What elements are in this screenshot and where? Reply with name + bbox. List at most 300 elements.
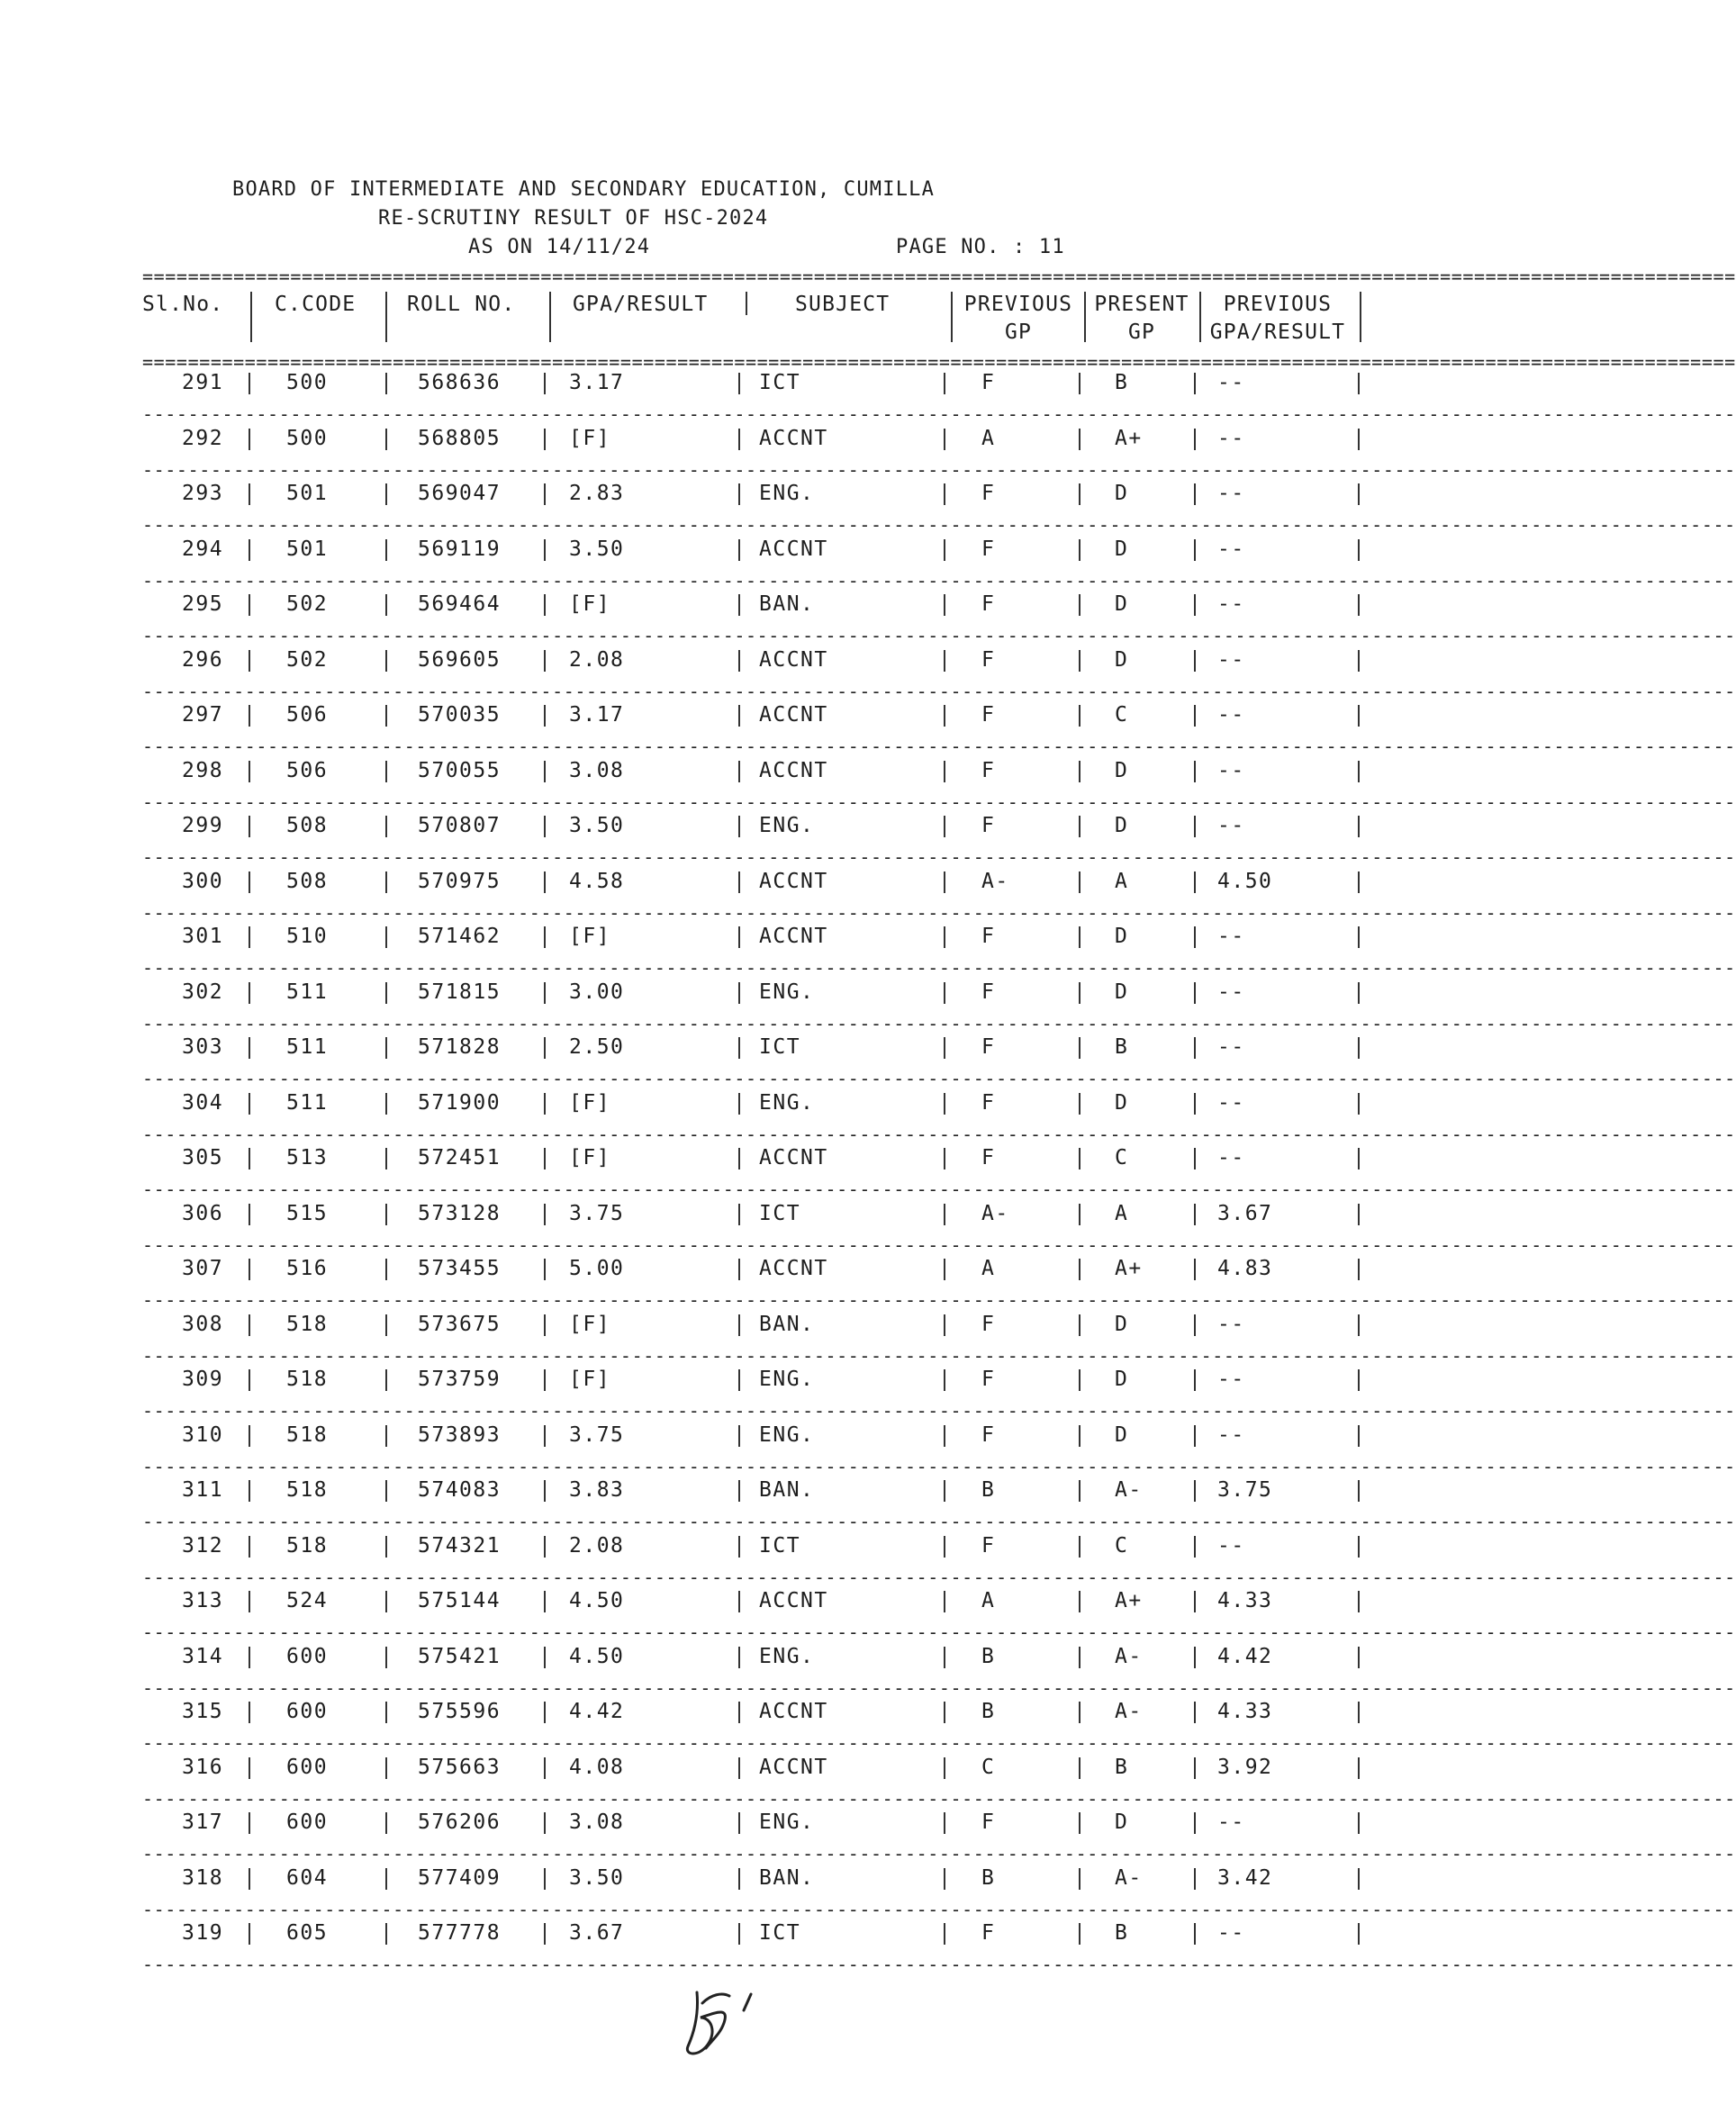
row-column-divider xyxy=(1079,1702,1080,1723)
row-column-divider xyxy=(1358,1923,1360,1945)
row-column-divider xyxy=(738,650,740,672)
cell-present-gp: C xyxy=(1115,1534,1129,1558)
row-column-divider xyxy=(1358,1093,1360,1115)
row-column-divider xyxy=(249,429,250,450)
row-column-divider xyxy=(385,1148,387,1169)
row-column-divider xyxy=(249,1591,250,1612)
row-column-divider xyxy=(544,1536,546,1558)
column-header-roll: ROLL NO. xyxy=(407,293,516,316)
row-column-divider xyxy=(1358,650,1360,672)
cell-previous-result: -- xyxy=(1217,1921,1245,1945)
row-column-divider xyxy=(1358,483,1360,505)
cell-roll: 570807 xyxy=(418,814,502,837)
cell-present-gp: D xyxy=(1115,1091,1129,1115)
cell-sl: 316 xyxy=(182,1756,224,1779)
row-column-divider xyxy=(249,1812,250,1834)
row-column-divider xyxy=(1194,1314,1196,1336)
cell-roll: 570975 xyxy=(418,870,502,893)
row-column-divider xyxy=(1079,1093,1080,1115)
row-column-divider xyxy=(1358,871,1360,893)
cell-gpa: 3.67 xyxy=(569,1921,625,1945)
cell-ccode: 511 xyxy=(286,1091,329,1115)
row-column-divider xyxy=(1079,429,1080,450)
cell-previous-result: -- xyxy=(1217,703,1245,727)
cell-gpa: 3.83 xyxy=(569,1478,625,1502)
row-column-divider xyxy=(544,1702,546,1723)
cell-previous-gp: A- xyxy=(981,1202,1009,1225)
cell-subject: ICT xyxy=(759,1921,801,1945)
row-column-divider xyxy=(1358,429,1360,450)
cell-subject: ENG. xyxy=(759,1091,815,1115)
row-separator: -------------------------------------------------------------------------------------------------------------------------------------------- xyxy=(142,1954,1736,1975)
column-header-previous-gp-sub: GP xyxy=(1004,321,1033,344)
row-column-divider xyxy=(1079,650,1080,672)
cell-previous-result: 4.83 xyxy=(1217,1257,1273,1280)
row-column-divider xyxy=(249,1425,250,1447)
row-column-divider xyxy=(1358,816,1360,837)
cell-sl: 311 xyxy=(182,1478,224,1502)
cell-present-gp: B xyxy=(1115,1921,1129,1945)
row-column-divider xyxy=(1194,1757,1196,1779)
row-column-divider xyxy=(1194,429,1196,450)
cell-previous-gp: F xyxy=(981,759,996,782)
row-column-divider xyxy=(544,1037,546,1059)
row-column-divider xyxy=(738,1868,740,1890)
row-column-divider xyxy=(1358,1148,1360,1169)
cell-previous-gp: B xyxy=(981,1478,996,1502)
cell-present-gp: D xyxy=(1115,925,1129,948)
cell-sl: 300 xyxy=(182,870,224,893)
cell-previous-gp: F xyxy=(981,1368,996,1391)
cell-gpa: [F] xyxy=(569,592,611,616)
column-header-present-gp-sub: GP xyxy=(1127,321,1156,344)
row-column-divider xyxy=(544,1812,546,1834)
cell-previous-gp: A xyxy=(981,1257,996,1280)
row-separator: -------------------------------------------------------------------------------------------------------------------------------------------- xyxy=(142,1345,1736,1367)
row-column-divider xyxy=(544,1923,546,1945)
row-column-divider xyxy=(1358,705,1360,727)
row-column-divider xyxy=(944,483,945,505)
row-column-divider xyxy=(944,982,945,1004)
row-column-divider xyxy=(249,1757,250,1779)
cell-present-gp: A+ xyxy=(1115,427,1143,450)
cell-previous-result: -- xyxy=(1217,1146,1245,1169)
row-column-divider xyxy=(1358,926,1360,948)
cell-sl: 304 xyxy=(182,1091,224,1115)
cell-previous-gp: A xyxy=(981,1589,996,1612)
row-column-divider xyxy=(944,1369,945,1391)
row-column-divider xyxy=(944,1480,945,1502)
cell-previous-result: -- xyxy=(1217,1368,1245,1391)
cell-present-gp: D xyxy=(1115,1313,1129,1336)
row-column-divider xyxy=(1194,483,1196,505)
row-separator: -------------------------------------------------------------------------------------------------------------------------------------------- xyxy=(142,1677,1736,1699)
cell-roll: 573893 xyxy=(418,1423,502,1447)
row-column-divider xyxy=(1194,1259,1196,1280)
cell-sl: 317 xyxy=(182,1811,224,1834)
cell-subject: ACCNT xyxy=(759,1146,828,1169)
cell-sl: 295 xyxy=(182,592,224,616)
row-separator: -------------------------------------------------------------------------------------------------------------------------------------------- xyxy=(142,625,1736,646)
cell-roll: 573128 xyxy=(418,1202,502,1225)
cell-gpa: 4.50 xyxy=(569,1645,625,1668)
cell-previous-gp: F xyxy=(981,814,996,837)
row-column-divider xyxy=(944,1148,945,1169)
cell-gpa: 4.50 xyxy=(569,1589,625,1612)
row-column-divider xyxy=(1358,1480,1360,1502)
row-column-divider xyxy=(1358,1425,1360,1447)
cell-present-gp: D xyxy=(1115,648,1129,672)
header-rule-bottom: ============================================================================================================================================ xyxy=(142,351,1736,373)
cell-sl: 310 xyxy=(182,1423,224,1447)
row-column-divider xyxy=(249,1314,250,1336)
row-column-divider xyxy=(738,871,740,893)
row-separator: -------------------------------------------------------------------------------------------------------------------------------------------- xyxy=(142,957,1736,979)
row-column-divider xyxy=(1079,594,1080,616)
cell-previous-gp: F xyxy=(981,371,996,394)
row-column-divider xyxy=(544,705,546,727)
column-header-previous-result-sub: GPA/RESULT xyxy=(1209,321,1346,344)
cell-subject: ICT xyxy=(759,1534,801,1558)
cell-gpa: [F] xyxy=(569,1313,611,1336)
row-separator: -------------------------------------------------------------------------------------------------------------------------------------------- xyxy=(142,681,1736,702)
row-column-divider xyxy=(385,816,387,837)
cell-previous-gp: F xyxy=(981,1811,996,1834)
row-column-divider xyxy=(385,539,387,561)
header-column-divider xyxy=(746,292,747,315)
row-column-divider xyxy=(1079,1259,1080,1280)
cell-roll: 575663 xyxy=(418,1756,502,1779)
cell-gpa: 3.00 xyxy=(569,980,625,1004)
row-column-divider xyxy=(385,1702,387,1723)
row-column-divider xyxy=(738,483,740,505)
cell-previous-result: -- xyxy=(1217,1423,1245,1447)
cell-ccode: 501 xyxy=(286,537,329,561)
row-column-divider xyxy=(385,373,387,394)
cell-ccode: 600 xyxy=(286,1811,329,1834)
row-column-divider xyxy=(249,1702,250,1723)
row-column-divider xyxy=(385,1480,387,1502)
row-column-divider xyxy=(249,926,250,948)
cell-roll: 573675 xyxy=(418,1313,502,1336)
cell-subject: ENG. xyxy=(759,814,815,837)
cell-ccode: 500 xyxy=(286,371,329,394)
cell-ccode: 516 xyxy=(286,1257,329,1280)
cell-gpa: 3.17 xyxy=(569,371,625,394)
row-column-divider xyxy=(1194,1591,1196,1612)
row-column-divider xyxy=(1358,594,1360,616)
row-column-divider xyxy=(1194,1536,1196,1558)
row-column-divider xyxy=(738,594,740,616)
cell-sl: 299 xyxy=(182,814,224,837)
row-column-divider xyxy=(544,1647,546,1668)
row-column-divider xyxy=(1079,539,1080,561)
signature-mark xyxy=(675,1976,774,2062)
row-separator: -------------------------------------------------------------------------------------------------------------------------------------------- xyxy=(142,459,1736,481)
row-column-divider xyxy=(385,1812,387,1834)
row-column-divider xyxy=(385,650,387,672)
row-column-divider xyxy=(544,1314,546,1336)
cell-previous-gp: F xyxy=(981,925,996,948)
cell-gpa: 3.50 xyxy=(569,1866,625,1890)
row-column-divider xyxy=(944,1868,945,1890)
row-separator: -------------------------------------------------------------------------------------------------------------------------------------------- xyxy=(142,1843,1736,1865)
cell-gpa: 4.08 xyxy=(569,1756,625,1779)
cell-roll: 570055 xyxy=(418,759,502,782)
row-column-divider xyxy=(1358,982,1360,1004)
row-separator: -------------------------------------------------------------------------------------------------------------------------------------------- xyxy=(142,1788,1736,1810)
cell-present-gp: A- xyxy=(1115,1478,1143,1502)
row-column-divider xyxy=(385,1868,387,1890)
cell-previous-result: -- xyxy=(1217,427,1245,450)
cell-previous-result: 4.50 xyxy=(1217,870,1273,893)
cell-previous-gp: F xyxy=(981,1921,996,1945)
row-column-divider xyxy=(544,373,546,394)
row-separator: -------------------------------------------------------------------------------------------------------------------------------------------- xyxy=(142,846,1736,868)
row-column-divider xyxy=(1194,1868,1196,1890)
row-column-divider xyxy=(544,1425,546,1447)
row-column-divider xyxy=(1079,705,1080,727)
row-column-divider xyxy=(1079,1148,1080,1169)
row-column-divider xyxy=(249,1259,250,1280)
row-column-divider xyxy=(944,1425,945,1447)
cell-previous-result: -- xyxy=(1217,482,1245,505)
row-separator: -------------------------------------------------------------------------------------------------------------------------------------------- xyxy=(142,1124,1736,1145)
cell-ccode: 500 xyxy=(286,427,329,450)
row-column-divider xyxy=(1079,1812,1080,1834)
cell-sl: 315 xyxy=(182,1700,224,1723)
cell-roll: 577778 xyxy=(418,1921,502,1945)
row-column-divider xyxy=(385,926,387,948)
row-column-divider xyxy=(944,594,945,616)
row-column-divider xyxy=(944,1093,945,1115)
row-column-divider xyxy=(544,1259,546,1280)
row-column-divider xyxy=(1194,1480,1196,1502)
cell-previous-result: 4.33 xyxy=(1217,1589,1273,1612)
row-column-divider xyxy=(249,483,250,505)
row-column-divider xyxy=(944,1536,945,1558)
cell-present-gp: A- xyxy=(1115,1700,1143,1723)
row-column-divider xyxy=(1358,1702,1360,1723)
cell-present-gp: D xyxy=(1115,1423,1129,1447)
row-column-divider xyxy=(1358,539,1360,561)
row-column-divider xyxy=(385,1369,387,1391)
cell-subject: BAN. xyxy=(759,592,815,616)
cell-sl: 312 xyxy=(182,1534,224,1558)
cell-sl: 306 xyxy=(182,1202,224,1225)
cell-gpa: 3.75 xyxy=(569,1423,625,1447)
cell-previous-gp: F xyxy=(981,592,996,616)
column-header-previous-gp: PREVIOUS xyxy=(963,293,1073,316)
cell-previous-gp: F xyxy=(981,537,996,561)
row-column-divider xyxy=(1079,1868,1080,1890)
cell-roll: 571900 xyxy=(418,1091,502,1115)
row-column-divider xyxy=(1194,926,1196,948)
row-column-divider xyxy=(738,761,740,782)
row-column-divider xyxy=(1194,1425,1196,1447)
cell-ccode: 502 xyxy=(286,648,329,672)
cell-previous-result: 4.42 xyxy=(1217,1645,1273,1668)
cell-ccode: 518 xyxy=(286,1368,329,1391)
cell-ccode: 511 xyxy=(286,980,329,1004)
row-column-divider xyxy=(1079,483,1080,505)
row-column-divider xyxy=(1358,761,1360,782)
cell-subject: ACCNT xyxy=(759,1700,828,1723)
row-column-divider xyxy=(1358,1868,1360,1890)
row-column-divider xyxy=(1079,926,1080,948)
row-column-divider xyxy=(385,1093,387,1115)
row-column-divider xyxy=(385,1757,387,1779)
row-column-divider xyxy=(1194,816,1196,837)
header-rule-top: ============================================================================================================================================ xyxy=(142,266,1736,287)
row-column-divider xyxy=(1194,1923,1196,1945)
row-column-divider xyxy=(1194,1204,1196,1225)
cell-previous-gp: F xyxy=(981,1035,996,1059)
row-separator: -------------------------------------------------------------------------------------------------------------------------------------------- xyxy=(142,514,1736,536)
row-column-divider xyxy=(1358,1037,1360,1059)
cell-previous-result: -- xyxy=(1217,814,1245,837)
row-column-divider xyxy=(1194,761,1196,782)
row-column-divider xyxy=(1079,1647,1080,1668)
row-column-divider xyxy=(944,1314,945,1336)
row-column-divider xyxy=(738,1369,740,1391)
row-column-divider xyxy=(544,1093,546,1115)
row-column-divider xyxy=(944,1591,945,1612)
row-column-divider xyxy=(385,1037,387,1059)
cell-previous-result: 3.67 xyxy=(1217,1202,1273,1225)
cell-sl: 296 xyxy=(182,648,224,672)
cell-subject: ACCNT xyxy=(759,870,828,893)
row-column-divider xyxy=(1079,1314,1080,1336)
cell-present-gp: A+ xyxy=(1115,1257,1143,1280)
cell-subject: ACCNT xyxy=(759,537,828,561)
row-column-divider xyxy=(1358,373,1360,394)
row-column-divider xyxy=(544,761,546,782)
row-column-divider xyxy=(1194,1702,1196,1723)
as-on-date: AS ON 14/11/24 xyxy=(468,236,651,258)
cell-subject: ENG. xyxy=(759,482,815,505)
row-column-divider xyxy=(738,1425,740,1447)
row-separator: -------------------------------------------------------------------------------------------------------------------------------------------- xyxy=(142,1567,1736,1588)
cell-subject: ICT xyxy=(759,371,801,394)
row-column-divider xyxy=(1079,1591,1080,1612)
row-column-divider xyxy=(738,1259,740,1280)
row-column-divider xyxy=(385,761,387,782)
row-column-divider xyxy=(544,1868,546,1890)
cell-gpa: [F] xyxy=(569,1368,611,1391)
cell-subject: ACCNT xyxy=(759,648,828,672)
row-column-divider xyxy=(249,594,250,616)
cell-sl: 294 xyxy=(182,537,224,561)
row-column-divider xyxy=(944,1702,945,1723)
cell-present-gp: D xyxy=(1115,1368,1129,1391)
cell-previous-gp: F xyxy=(981,1313,996,1336)
row-column-divider xyxy=(1358,1812,1360,1834)
row-column-divider xyxy=(738,1093,740,1115)
row-separator: -------------------------------------------------------------------------------------------------------------------------------------------- xyxy=(142,1732,1736,1754)
cell-previous-result: 3.42 xyxy=(1217,1866,1273,1890)
cell-subject: BAN. xyxy=(759,1313,815,1336)
row-column-divider xyxy=(944,373,945,394)
cell-gpa: 3.50 xyxy=(569,537,625,561)
cell-present-gp: A xyxy=(1115,1202,1129,1225)
cell-roll: 577409 xyxy=(418,1866,502,1890)
row-column-divider xyxy=(385,1536,387,1558)
row-separator: -------------------------------------------------------------------------------------------------------------------------------------------- xyxy=(142,403,1736,425)
cell-sl: 313 xyxy=(182,1589,224,1612)
row-column-divider xyxy=(738,1204,740,1225)
cell-previous-result: -- xyxy=(1217,759,1245,782)
cell-subject: BAN. xyxy=(759,1866,815,1890)
cell-subject: ACCNT xyxy=(759,925,828,948)
row-column-divider xyxy=(1079,1757,1080,1779)
cell-gpa: 2.50 xyxy=(569,1035,625,1059)
column-header-sl: Sl.No. xyxy=(142,293,224,316)
cell-present-gp: D xyxy=(1115,759,1129,782)
cell-present-gp: A- xyxy=(1115,1866,1143,1890)
cell-ccode: 524 xyxy=(286,1589,329,1612)
row-column-divider xyxy=(1358,1536,1360,1558)
row-column-divider xyxy=(944,1757,945,1779)
row-column-divider xyxy=(1194,1148,1196,1169)
row-column-divider xyxy=(738,373,740,394)
cell-sl: 297 xyxy=(182,703,224,727)
column-header-subject: SUBJECT xyxy=(795,293,891,316)
row-column-divider xyxy=(1194,650,1196,672)
cell-roll: 576206 xyxy=(418,1811,502,1834)
row-column-divider xyxy=(249,816,250,837)
header-column-divider xyxy=(549,292,551,342)
cell-present-gp: D xyxy=(1115,537,1129,561)
row-column-divider xyxy=(1079,1037,1080,1059)
row-separator: -------------------------------------------------------------------------------------------------------------------------------------------- xyxy=(142,1511,1736,1532)
row-column-divider xyxy=(944,761,945,782)
row-column-divider xyxy=(944,705,945,727)
row-column-divider xyxy=(1194,1037,1196,1059)
cell-gpa: 3.08 xyxy=(569,759,625,782)
cell-roll: 569119 xyxy=(418,537,502,561)
row-separator: -------------------------------------------------------------------------------------------------------------------------------------------- xyxy=(142,736,1736,757)
row-column-divider xyxy=(1194,373,1196,394)
row-column-divider xyxy=(544,483,546,505)
cell-previous-gp: A xyxy=(981,427,996,450)
row-column-divider xyxy=(385,1259,387,1280)
row-column-divider xyxy=(249,650,250,672)
row-column-divider xyxy=(1079,1204,1080,1225)
cell-previous-result: -- xyxy=(1217,592,1245,616)
cell-roll: 569605 xyxy=(418,648,502,672)
row-column-divider xyxy=(944,871,945,893)
cell-previous-result: -- xyxy=(1217,371,1245,394)
cell-subject: ENG. xyxy=(759,980,815,1004)
cell-ccode: 600 xyxy=(286,1700,329,1723)
cell-present-gp: D xyxy=(1115,592,1129,616)
cell-present-gp: B xyxy=(1115,1756,1129,1779)
row-column-divider xyxy=(385,1591,387,1612)
row-column-divider xyxy=(1079,1425,1080,1447)
cell-sl: 301 xyxy=(182,925,224,948)
row-column-divider xyxy=(544,982,546,1004)
row-column-divider xyxy=(944,1812,945,1834)
row-column-divider xyxy=(738,1480,740,1502)
row-column-divider xyxy=(1079,1369,1080,1391)
row-column-divider xyxy=(249,373,250,394)
row-column-divider xyxy=(544,1369,546,1391)
cell-present-gp: B xyxy=(1115,1035,1129,1059)
row-column-divider xyxy=(1194,982,1196,1004)
cell-subject: ENG. xyxy=(759,1368,815,1391)
cell-gpa: 4.58 xyxy=(569,870,625,893)
